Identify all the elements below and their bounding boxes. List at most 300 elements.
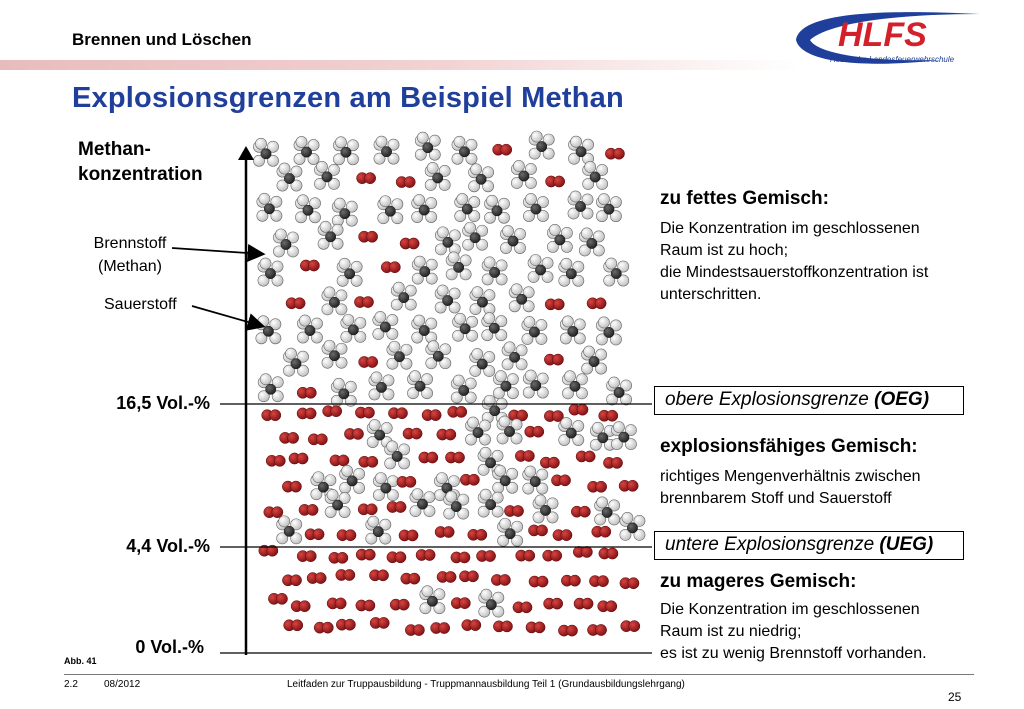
oxygen-molecule <box>399 530 418 541</box>
hydrogen-atom <box>376 136 387 147</box>
methane-molecule <box>258 374 283 402</box>
hydrogen-atom <box>465 222 476 233</box>
oxygen-molecule <box>603 457 622 468</box>
axis-label <box>78 137 203 187</box>
methane-molecule <box>523 193 548 221</box>
methane-molecule <box>455 193 480 221</box>
oxygen-molecule <box>476 550 495 561</box>
oxygen-molecule <box>459 571 478 582</box>
hydrogen-atom <box>598 194 609 205</box>
carbon-atom <box>332 500 342 510</box>
oxygen-atom <box>606 601 617 612</box>
carbon-atom <box>433 173 443 183</box>
oxygen-atom <box>627 480 638 491</box>
oxygen-molecule <box>451 598 470 609</box>
carbon-atom <box>266 384 276 394</box>
figure-label: Abb. 41 <box>64 656 97 666</box>
oxygen-molecule <box>396 176 415 187</box>
methane-molecule <box>478 489 503 517</box>
oxygen-atom <box>581 546 592 557</box>
methane-molecule <box>420 586 445 614</box>
oxygen-atom <box>552 354 563 365</box>
carbon-atom <box>329 351 339 361</box>
hydrogen-atom <box>480 489 491 500</box>
oxygen-molecule <box>588 481 607 492</box>
methane-molecule <box>562 371 587 399</box>
carbon-atom <box>460 324 470 334</box>
hydrogen-atom <box>343 314 354 325</box>
footer-guide-title: Leitfaden zur Truppausbildung - Truppmannausbildung Teil 1 (Grundausbildungslehrgang) <box>287 679 685 690</box>
carbon-atom <box>347 476 357 486</box>
oxygen-molecule <box>280 432 299 443</box>
oxygen-atom <box>501 621 512 632</box>
hydrogen-atom <box>583 346 594 357</box>
hydrogen-atom <box>446 491 457 502</box>
oxygen-molecule <box>553 530 572 541</box>
oxygen-atom <box>523 450 534 461</box>
methane-molecule <box>469 164 494 192</box>
carbon-atom <box>587 238 597 248</box>
oxygen-atom <box>308 260 319 271</box>
tick-lower-limit: 4,4 Vol.-% <box>126 536 210 556</box>
oxygen-atom <box>607 410 618 421</box>
slide-title: Explosionsgrenzen am Beispiel Methan <box>72 82 624 114</box>
oxygen-molecule <box>574 598 593 609</box>
hydrogen-atom <box>486 195 497 206</box>
oxygen-atom <box>597 576 608 587</box>
oxygen-molecule <box>431 622 450 633</box>
oxygen-atom <box>352 428 363 439</box>
carbon-atom <box>589 356 599 366</box>
oxygen-molecule <box>344 428 363 439</box>
methane-molecule <box>385 441 410 469</box>
hydrogen-atom <box>471 164 482 175</box>
hydrogen-atom <box>437 227 448 238</box>
axis-label-line2: konzentration <box>78 164 203 185</box>
carbon-atom <box>477 297 487 307</box>
carbon-atom <box>540 505 550 515</box>
hydrogen-atom <box>561 417 572 428</box>
oxygen-molecule <box>297 408 316 419</box>
oxygen-molecule <box>513 602 532 613</box>
hydrogen-atom <box>320 221 331 232</box>
oxygen-molecule <box>605 148 624 159</box>
oxygen-molecule <box>619 480 638 491</box>
oxygen-molecule <box>359 231 378 242</box>
oxygen-atom <box>552 598 563 609</box>
methane-molecule <box>482 313 507 341</box>
rich-mixture-heading: zu fettes Gemisch: <box>660 188 829 209</box>
oxygen-molecule <box>308 434 327 445</box>
rich-mixture-text <box>660 218 1000 306</box>
hydrogen-atom <box>495 465 506 476</box>
oxygen-atom <box>292 620 303 631</box>
carbon-atom <box>451 501 461 511</box>
oxygen-molecule <box>540 457 559 468</box>
oxygen-atom <box>389 262 400 273</box>
carbon-atom <box>531 204 541 214</box>
oxygen-molecule <box>419 452 438 463</box>
oxygen-atom <box>411 428 422 439</box>
oxygen-atom <box>408 238 419 249</box>
oxygen-atom <box>596 481 607 492</box>
methane-molecule <box>444 491 469 519</box>
oxygen-atom <box>413 624 424 635</box>
oxygen-atom <box>439 622 450 633</box>
oxygen-molecule <box>620 578 639 589</box>
carbon-atom <box>443 237 453 247</box>
oxygen-molecule <box>297 551 316 562</box>
carbon-atom <box>348 325 358 335</box>
slide-topic: Brennen und Löschen <box>72 30 252 49</box>
oxygen-atom <box>559 475 570 486</box>
hydrogen-atom <box>562 316 573 327</box>
oxygen-molecule <box>282 575 301 586</box>
oxygen-atom <box>405 476 416 487</box>
oxygen-molecule <box>330 455 349 466</box>
methane-molecule <box>522 316 547 344</box>
oxygen-atom <box>364 600 375 611</box>
oxygen-molecule <box>589 576 608 587</box>
rich-line: die Mindestsauerstoffkonzentration ist <box>660 264 929 281</box>
hydrogen-atom <box>531 131 542 142</box>
oxygen-atom <box>476 529 487 540</box>
carbon-atom <box>504 426 514 436</box>
oxygen-molecule <box>297 387 316 398</box>
carbon-atom <box>453 262 463 272</box>
oxygen-atom <box>409 573 420 584</box>
oxygen-atom <box>536 525 547 536</box>
oxygen-atom <box>561 530 572 541</box>
hydrogen-atom <box>279 516 290 527</box>
oxygen-molecule <box>592 526 611 537</box>
oxygen-molecule <box>515 450 534 461</box>
footer-divider <box>64 674 974 675</box>
oxygen-molecule <box>576 451 595 462</box>
oxygen-atom <box>499 574 510 585</box>
oxygen-molecule <box>264 507 283 518</box>
oxygen-atom <box>307 504 318 515</box>
carbon-atom <box>325 232 335 242</box>
methane-molecule <box>273 229 298 257</box>
methane-molecule <box>470 348 495 376</box>
hydrogen-atom <box>472 287 483 298</box>
carbon-atom <box>530 476 540 486</box>
methane-molecule <box>277 163 302 191</box>
hydrogen-atom <box>504 342 515 353</box>
hydrogen-atom <box>513 160 524 171</box>
carbon-atom <box>490 406 500 416</box>
methane-molecule <box>568 136 593 164</box>
oxygen-molecule <box>543 550 562 561</box>
hydrogen-atom <box>525 466 536 477</box>
oxygen-molecule <box>493 621 512 632</box>
oxygen-molecule <box>390 599 409 610</box>
carbon-atom <box>555 235 565 245</box>
carbon-atom <box>485 499 495 509</box>
methane-molecule <box>559 258 584 286</box>
carbon-atom <box>477 359 487 369</box>
hydrogen-atom <box>530 254 541 265</box>
oxygen-atom <box>524 550 535 561</box>
oxygen-atom <box>595 624 606 635</box>
hydrogen-atom <box>409 371 420 382</box>
oxygen-molecule <box>504 505 523 516</box>
carbon-atom <box>261 149 271 159</box>
oxygen-molecule <box>460 474 479 485</box>
oxygen-molecule <box>291 601 310 612</box>
carbon-atom <box>380 322 390 332</box>
hydrogen-atom <box>525 370 536 381</box>
methane-molecule <box>583 161 608 189</box>
tick-upper-limit: 16,5 Vol.-% <box>116 393 210 413</box>
hydrogen-atom <box>327 489 338 500</box>
hydrogen-atom <box>481 589 492 600</box>
hydrogen-atom <box>454 313 465 324</box>
hydrogen-atom <box>414 315 425 326</box>
methane-molecule <box>498 518 523 546</box>
oxygen-molecule <box>569 404 588 415</box>
carbon-atom <box>492 206 502 216</box>
hydrogen-atom <box>368 516 379 527</box>
oxygen-atom <box>274 455 285 466</box>
methane-molecule <box>331 378 356 406</box>
methane-molecule <box>410 488 435 516</box>
oxygen-atom <box>396 408 407 419</box>
hydrogen-atom <box>480 447 491 458</box>
oxygen-molecule <box>327 598 346 609</box>
methane-molecule <box>253 138 278 166</box>
carbon-atom <box>394 352 404 362</box>
lean-line: Die Konzentration im geschlossenen <box>660 601 920 618</box>
hydrogen-atom <box>387 441 398 452</box>
upper-explosion-limit-box <box>654 386 964 415</box>
oxygen-atom <box>628 578 639 589</box>
explosive-line: brennbarem Stoff und Sauerstoff <box>660 490 892 507</box>
carbon-atom <box>604 204 614 214</box>
oxygen-molecule <box>329 552 348 563</box>
hydrogen-atom <box>622 512 633 523</box>
oxygen-molecule <box>336 619 355 630</box>
axis-arrow-icon <box>238 146 254 160</box>
oxygen-molecule <box>448 406 467 417</box>
oxygen-atom <box>367 356 378 367</box>
hydrogen-atom <box>598 317 609 328</box>
hydrogen-atom <box>511 284 522 295</box>
hydrogen-atom <box>457 193 468 204</box>
oxygen-atom <box>270 410 281 421</box>
hydrogen-atom <box>414 194 425 205</box>
oxygen-molecule <box>282 481 301 492</box>
hydrogen-atom <box>255 138 266 149</box>
hydrogen-atom <box>342 465 353 476</box>
oxygen-pointer-arrow <box>192 306 262 326</box>
carbon-atom <box>329 297 339 307</box>
methane-molecule <box>256 316 281 344</box>
hydrogen-atom <box>484 313 495 324</box>
molecule-field <box>253 131 645 636</box>
hydrogen-atom <box>259 193 270 204</box>
rich-line: unterschritten. <box>660 286 762 303</box>
oxygen-molecule <box>435 526 454 537</box>
carbon-atom <box>576 146 586 156</box>
hydrogen-atom <box>260 258 271 269</box>
oxygen-molecule <box>355 407 374 418</box>
oxygen-atom <box>445 429 456 440</box>
hydrogen-atom <box>371 372 382 383</box>
hydrogen-atom <box>499 416 510 427</box>
methane-molecule <box>559 417 584 445</box>
logo-subtitle: Hessische Landesfeuerwehrschule <box>830 55 955 64</box>
methane-molecule <box>523 370 548 398</box>
methane-molecule <box>295 195 320 223</box>
hydrogen-atom <box>339 258 350 269</box>
oxygen-atom <box>629 621 640 632</box>
hydrogen-atom <box>467 417 478 428</box>
explosive-mixture-heading: explosionsfähiges Gemisch: <box>660 436 918 457</box>
hydrogen-atom <box>334 198 345 209</box>
explosive-mixture-text <box>660 466 1000 510</box>
oxygen-atom <box>299 601 310 612</box>
oxygen-atom <box>501 144 512 155</box>
oxygen-molecule <box>571 506 590 517</box>
oxygen-molecule <box>561 575 580 586</box>
hydrogen-atom <box>564 371 575 382</box>
methane-molecule <box>451 375 476 403</box>
hydrogen-atom <box>299 315 310 326</box>
hydrogen-atom <box>375 472 386 483</box>
oxygen-atom <box>611 457 622 468</box>
oxygen-atom <box>367 231 378 242</box>
oxygen-atom <box>427 452 438 463</box>
carbon-atom <box>399 292 409 302</box>
hydrogen-atom <box>324 340 335 351</box>
hydrogen-atom <box>316 161 327 172</box>
carbon-atom <box>517 294 527 304</box>
methane-molecule <box>294 136 319 164</box>
oxygen-atom <box>459 598 470 609</box>
hydrogen-atom <box>412 488 423 499</box>
oxygen-atom <box>367 456 378 467</box>
methane-molecule <box>387 341 412 369</box>
oxygen-atom <box>344 619 355 630</box>
oxygen-atom <box>577 404 588 415</box>
methane-molecule <box>340 465 365 493</box>
methane-molecule <box>407 371 432 399</box>
carbon-atom <box>344 269 354 279</box>
hydrogen-atom <box>525 193 536 204</box>
methane-molecule <box>369 372 394 400</box>
oxygen-molecule <box>462 620 481 631</box>
hydrogen-atom <box>313 472 324 483</box>
oxygen-molecule <box>314 622 333 633</box>
hydrogen-atom <box>436 473 447 484</box>
oxygen-molecule <box>266 455 285 466</box>
oxygen-atom <box>322 622 333 633</box>
methane-molecule <box>333 137 358 165</box>
oxygen-molecule <box>551 475 570 486</box>
oxygen-atom <box>335 598 346 609</box>
methane-molecule <box>258 258 283 286</box>
hydrogen-atom <box>417 132 428 143</box>
oxygen-atom <box>378 617 389 628</box>
oxygen-molecule <box>544 410 563 421</box>
methane-molecule <box>502 342 527 370</box>
methane-molecule <box>500 225 525 253</box>
methane-molecule <box>322 340 347 368</box>
hydrogen-atom <box>500 518 511 529</box>
oxygen-molecule <box>387 552 406 563</box>
oxygen-molecule <box>437 571 456 582</box>
oxygen-molecule <box>286 298 305 309</box>
hydrogen-atom <box>393 282 404 293</box>
oxygen-atom <box>579 506 590 517</box>
methane-molecule <box>325 489 350 517</box>
oxygen-atom <box>288 432 299 443</box>
carbon-atom <box>303 205 313 215</box>
hydrogen-atom <box>606 258 617 269</box>
oxygen-atom <box>569 575 580 586</box>
hydrogen-atom <box>453 375 464 386</box>
hydrogen-atom <box>472 348 483 359</box>
lean-line: es ist zu wenig Brennstoff vorhanden. <box>660 645 927 662</box>
carbon-atom <box>427 596 437 606</box>
carbon-atom <box>442 295 452 305</box>
carbon-atom <box>590 172 600 182</box>
hydrogen-atom <box>428 341 439 352</box>
carbon-atom <box>459 147 469 157</box>
oxygen-atom <box>613 148 624 159</box>
methane-molecule <box>332 198 357 226</box>
oxygen-molecule <box>405 624 424 635</box>
methane-molecule <box>579 228 604 256</box>
oxygen-molecule <box>400 238 419 249</box>
oxygen-molecule <box>525 426 544 437</box>
carbon-atom <box>566 269 576 279</box>
oxygen-molecule <box>307 572 326 583</box>
oxygen-atom <box>366 504 377 515</box>
oxygen-molecule <box>528 525 547 536</box>
carbon-atom <box>509 352 519 362</box>
hydrogen-atom <box>524 316 535 327</box>
oxygen-atom <box>551 550 562 561</box>
hydrogen-atom <box>285 348 296 359</box>
oxygen-atom <box>276 593 287 604</box>
methane-molecule <box>373 311 398 339</box>
oxygen-atom <box>290 575 301 586</box>
carbon-atom <box>529 327 539 337</box>
oxygen-atom <box>305 387 316 398</box>
oxygen-molecule <box>558 625 577 636</box>
hydrogen-atom <box>585 161 596 172</box>
oxygen-atom <box>377 570 388 581</box>
oxygen-molecule <box>359 456 378 467</box>
carbon-atom <box>423 142 433 152</box>
oxygen-atom <box>344 569 355 580</box>
oxygen-atom <box>566 625 577 636</box>
oxygen-atom <box>297 453 308 464</box>
hydrogen-atom <box>279 163 290 174</box>
carbon-atom <box>264 204 274 214</box>
carbon-atom <box>339 389 349 399</box>
oxygen-molecule <box>268 593 287 604</box>
carbon-atom <box>489 267 499 277</box>
oxygen-molecule <box>370 617 389 628</box>
carbon-atom <box>570 381 580 391</box>
carbon-atom <box>263 326 273 336</box>
oxygen-molecule <box>451 552 470 563</box>
oxygen-molecule <box>262 410 281 421</box>
